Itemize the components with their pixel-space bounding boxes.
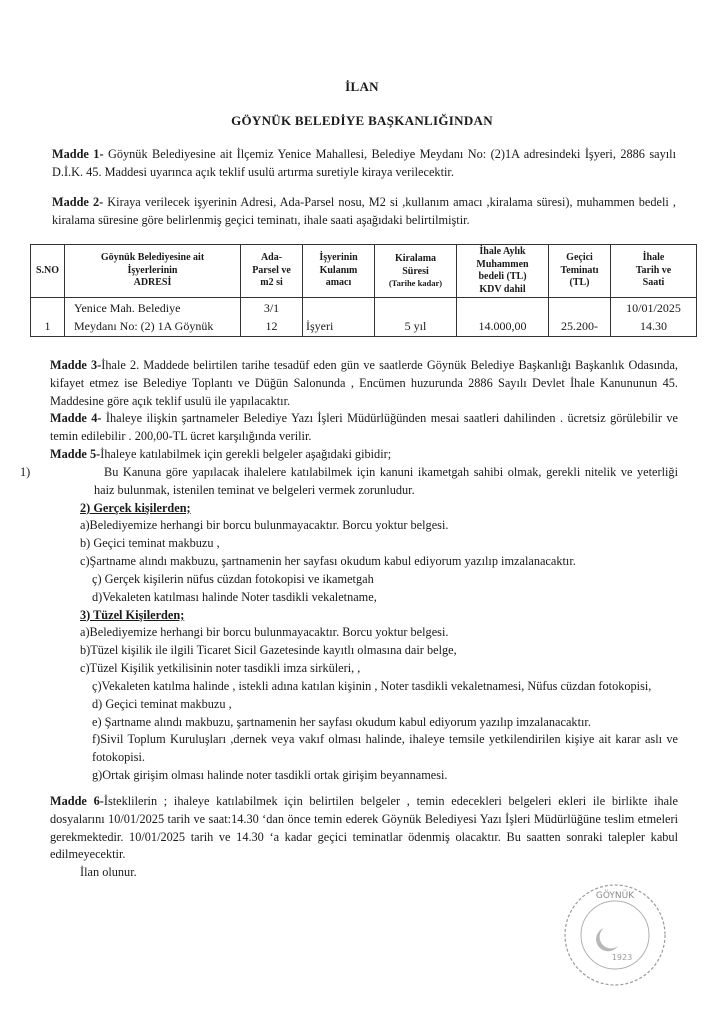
madde-3: Madde 3-İhale 2. Maddede belirtilen tarihe tesadüf eden gün ve saatlerde Göynük Belediye Başkanlığı Başkanlık Odasında, kifayet etmez ise Belediye Toplantı ve Düğün Salonunda , Encümen huzurunda 2886 Sayılı Devlet İhale Kanununun 45. Maddesine göre açık teklif usulü ile yapılacaktır.: [50, 358, 678, 408]
gercek-a: a)Belediyemize herhangi bir borcu bulunmayacaktır. Borcu yoktur belgesi.: [80, 518, 449, 533]
document-subtitle: GÖYNÜK BELEDİYE BAŞKANLIĞINDAN: [231, 113, 493, 128]
header-sno: S.NO: [31, 245, 65, 298]
table-row: [31, 298, 697, 337]
madde-1-label: Madde 1-: [52, 147, 104, 161]
madde-2: [52, 194, 676, 230]
crescent-icon: [596, 928, 618, 951]
cell-sno: 1: [31, 298, 65, 337]
tuzel-e: e) Şartname alındı makbuzu, şartnamenin her sayfası okudum kabul ediyorum yazılıp imzalanacaktır.: [92, 714, 591, 729]
tuzel-cc: ç)Vekaleten katılma halinde , istekli adına katılan kişinin , Noter tasdikli vekaletnamesi, Nüfus cüzdan fotokopisi,: [92, 678, 652, 693]
header-kullanim-amaci: İşyerinin Kulanım amacı: [303, 245, 375, 298]
cell-gecici-teminat: 25.200-: [549, 298, 611, 337]
tuzel-b: b)Tüzel kişilik ile ilgili Ticaret Sicil Gazetesinde kayıtlı olmasına dair belge,: [80, 643, 457, 658]
madde-1: [52, 146, 676, 182]
seal-top-text: GÖYNÜK: [595, 891, 635, 901]
tuzel-a: a)Belediyemize herhangi bir borcu bulunmayacaktır. Borcu yoktur belgesi.: [80, 625, 449, 640]
header-ada-parsel: Ada- Parsel ve m2 si: [241, 245, 303, 298]
ihale-table: [30, 244, 697, 337]
gercek-b: b) Geçici teminat makbuzu ,: [80, 536, 220, 551]
closing-text: İlan olunur.: [80, 865, 137, 880]
cell-ihale-tarih: 10/01/2025 14.30: [611, 298, 697, 337]
document-body: [20, 357, 678, 882]
tuzel-d: d) Geçici teminat makbuzu ,: [92, 696, 232, 711]
tuzel-g: g)Ortak girişim olması halinde noter tasdikli ortak girişim beyannamesi.: [92, 768, 448, 783]
table-header-row: [31, 245, 697, 298]
header-adres: Göynük Belediyesine ait İşyerlerinin ADRESİ: [65, 245, 241, 298]
cell-muhammen-bedel: 14.000,00: [457, 298, 549, 337]
madde-5: Madde 5-İhaleye katılabilmek için gerekli belgeler aşağıdaki gibidir;: [50, 447, 392, 462]
header-ihale-tarih: İhale Tarih ve Saati: [611, 245, 697, 298]
cell-ada-parsel: 3/1 12: [241, 298, 303, 337]
madde-1-text: Göynük Belediyesine ait İlçemiz Yenice Mahallesi, Belediye Meydanı No: (2)1A adresindeki İşyeri, 2886 sayılı D.İ.K. 45. Maddesi uyarınca açık teklif usulü artırma suretiyle kiraya verilecektir.: [52, 147, 676, 179]
cell-kullanim-amaci: İşyeri: [303, 298, 375, 337]
gercek-c: c)Şartname alındı makbuzu, şartnamenin her sayfası okudum kabul ediyorum yazılıp imzalanacaktır.: [80, 554, 576, 569]
header-muhammen-bedel: İhale Aylık Muhammen bedeli (TL) KDV dahil: [457, 245, 549, 298]
tuzel-kisiler-heading: 3) Tüzel Kişilerden;: [80, 607, 185, 622]
gercek-kisiler-heading: 2) Gerçek kişilerden;: [80, 500, 191, 515]
gercek-cc: ç) Gerçek kişilerin nüfus cüzdan fotokopisi ve ikametgah: [92, 571, 374, 586]
document-title: İLAN: [345, 79, 379, 94]
seal-year: 1923: [611, 953, 633, 962]
madde-6: Madde 6-İsteklilerin ; ihaleye katılabilmek için belirtilen belgeler , temin edecekleri belgeleri ekleri ile birlikte ihale dosyalarını 10/01/2025 tarih ve saat:14.30 ‘dan önce temin ederek Göynük Belediyesi Yazı İşleri Müdürlüğüne teslim etmeleri gerekmektedir. 10/01/2025 tarih ve 14.30 ‘a kadar geçici teminatlar ödenmiş olacaktır. Bu saatten sonraki talepler kabul edilmeyecektir.: [50, 793, 678, 862]
madde-2-text: Kiraya verilecek işyerinin Adresi, Ada-Parsel nosu, M2 si ,kullanım amacı ,kiralama süresi), muhammen bedeli , kiralama süresine göre belirlenmiş geçici teminatı, ihale saati aşağıdaki belirtilmiştir.: [52, 195, 676, 227]
cell-kiralama-suresi: 5 yıl: [375, 298, 457, 337]
madde-5-item-1: 1) Bu Kanuna göre yapılacak ihalelere katılabilmek için kanuni ikametgah sahibi olmak, gerekli nitelik ve yeterliği haiz bulunmak, istenilen teminat ve belgeleri vermek zorunludur.: [20, 464, 678, 497]
header-kiralama-suresi: Kiralama Süresi (Tarihe kadar): [375, 245, 457, 298]
municipality-seal: [560, 880, 670, 990]
madde-4: Madde 4- İhaleye ilişkin şartnameler Belediye Yazı İşleri Müdürlüğünden mesai saatleri dahilinden . ücretsiz görülebilir ve temin edilebilir . 200,00-TL ücret karşılığında verilir.: [50, 411, 678, 444]
cell-adres: Yenice Mah. Belediye Meydanı No: (2) 1A Göynük: [65, 298, 241, 337]
gercek-d: d)Vekaleten katılması halinde Noter tasdikli vekaletname,: [92, 589, 377, 604]
tuzel-c: c)Tüzel Kişilik yetkilisinin noter tasdikli imza sirküleri, ,: [80, 661, 361, 676]
header-gecici-teminat: Geçici Teminatı (TL): [549, 245, 611, 298]
madde-2-label: Madde 2-: [52, 195, 104, 209]
tuzel-f: f)Sivil Toplum Kuruluşları ,dernek veya vakıf olması halinde, ihaleye temsile yetkilendirilen kişiye ait karar aslı ve fotokopisi.: [92, 732, 678, 765]
